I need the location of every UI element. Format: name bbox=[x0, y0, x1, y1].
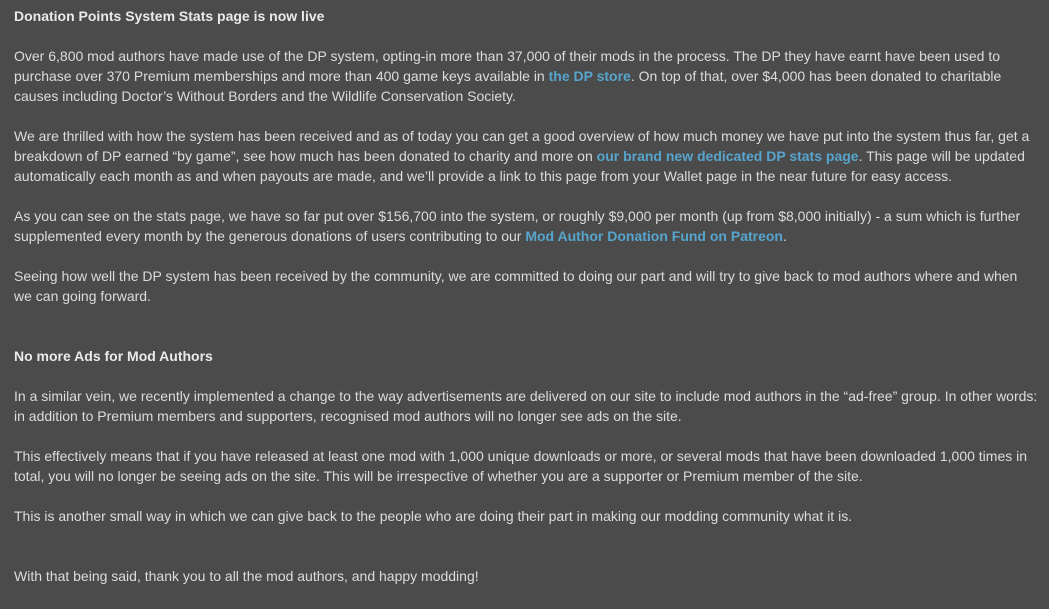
dp-store-link[interactable]: the DP store bbox=[548, 68, 631, 84]
section-heading-dp-stats: Donation Points System Stats page is now live bbox=[14, 8, 325, 24]
paragraph-dp-stats-page bbox=[14, 126, 1039, 186]
paragraph-closing: With that being said, thank you to all the mod authors, and happy modding! bbox=[14, 568, 479, 584]
paragraph-text: . On top of that, over $4,000 has been donated to charitable causes including Doctor’s Without Borders and the Wildlife Conservation Society. bbox=[14, 68, 1002, 104]
paragraph-text: As you can see on the stats page, we have so far put over $156,700 into the system, or roughly $9,000 per month (up from $8,000 initially) - a sum which is further supplemented every month by the generous donations of users contributing to our bbox=[14, 208, 1021, 244]
paragraph-ad-free: In a similar vein, we recently implemented a change to the way advertisements are delivered on our site to include mod authors in the “ad-free” group. In other words: in addition to Premium members and supporters, recognised mod authors will no longer see ads on the site. bbox=[14, 388, 1038, 424]
paragraph-text: . This page will be updated automatically each month as and when payouts are made, and we’ll provide a link to this page from your Wallet page in the near future for easy access. bbox=[14, 148, 1025, 184]
paragraph-give-back: This is another small way in which we can give back to the people who are doing their part in making our modding community what it is. bbox=[14, 508, 853, 524]
patreon-fund-link[interactable]: Mod Author Donation Fund on Patreon bbox=[525, 228, 783, 244]
paragraph-dp-funding bbox=[14, 206, 1039, 246]
dp-stats-page-link[interactable]: our brand new dedicated DP stats page bbox=[596, 148, 859, 164]
paragraph-text: We are thrilled with how the system has been received and as of today you can get a good overview of how much money we have put into the system thus far, get a breakdown of DP earned “by game”, see how much has been donated to charity and more on bbox=[14, 128, 1030, 164]
paragraph-dp-usage bbox=[14, 46, 1039, 106]
paragraph-ad-free-criteria: This effectively means that if you have released at least one mod with 1,000 unique downloads or more, or several mods that have been downloaded 1,000 times in total, you will no longer be seeing ads on the site. This will be irrespective of whether you are a supporter or Premium member of the site. bbox=[14, 448, 1028, 484]
paragraph-dp-commitment: Seeing how well the DP system has been received by the community, we are committed to doing our part and will try to give back to mod authors where and when we can going forward. bbox=[14, 268, 1018, 304]
section-heading-no-ads: No more Ads for Mod Authors bbox=[14, 348, 213, 364]
paragraph-text: Over 6,800 mod authors have made use of the DP system, opting-in more than 37,000 of their mods in the process. The DP they have earnt have been used to purchase over 370 Premium memberships and more than 400 game keys available in bbox=[14, 48, 1001, 84]
paragraph-text: . bbox=[783, 228, 787, 244]
